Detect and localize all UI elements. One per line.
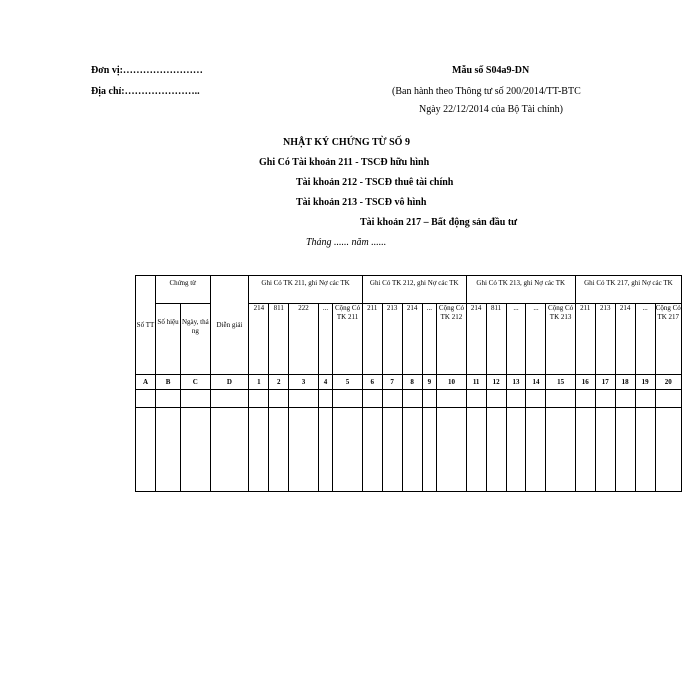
unit-label: Đơn vị:……………………: [91, 65, 203, 76]
sub-217-total: Cộng Có TK 217: [655, 304, 681, 375]
table-cell: [333, 408, 362, 492]
ledger-table: [135, 275, 682, 492]
index-cell: 1: [249, 375, 269, 390]
title-line-211: Ghi Có Tài khoản 211 - TSCĐ hữu hình: [259, 157, 430, 168]
index-cell: 6: [362, 375, 382, 390]
table-cell: [635, 390, 655, 408]
group-217-header: Ghi Có TK 217, ghi Nợ các TK: [575, 276, 681, 304]
index-cell: 3: [289, 375, 318, 390]
table-cell: [506, 390, 526, 408]
table-cell: [595, 390, 615, 408]
sub-212-total: Cộng Có TK 212: [437, 304, 466, 375]
title-line-212: Tài khoản 212 - TSCĐ thuê tài chính: [296, 177, 454, 188]
table-cell: [402, 408, 422, 492]
index-cell: 16: [575, 375, 595, 390]
header-row-groups: [136, 276, 682, 304]
sub-213-col: 811: [486, 304, 506, 375]
group-212-header: Ghi Có TK 212, ghi Nợ các TK: [362, 276, 466, 304]
table-cell: [155, 390, 180, 408]
sub-217-col: 214: [615, 304, 635, 375]
index-cell: 8: [402, 375, 422, 390]
journal-title: NHẬT KÝ CHỨNG TỪ SỐ 9: [283, 137, 410, 148]
table-cell: [210, 408, 249, 492]
address-label: Địa chỉ:…………………..: [91, 86, 200, 97]
sub-212-col: 211: [362, 304, 382, 375]
table-cell: [437, 390, 466, 408]
sub-211-total: Cộng Có TK 211: [333, 304, 362, 375]
table-cell: [615, 408, 635, 492]
sub-217-col: 213: [595, 304, 615, 375]
table-cell: [155, 408, 180, 492]
index-cell: 20: [655, 375, 681, 390]
sub-212-col: 214: [402, 304, 422, 375]
index-cell: B: [155, 375, 180, 390]
sub-212-col: ...: [422, 304, 437, 375]
table-cell: [466, 408, 486, 492]
sub-213-col: ...: [506, 304, 526, 375]
table-cell: [382, 408, 402, 492]
sub-217-col: ...: [635, 304, 655, 375]
group-211-header: Ghi Có TK 211, ghi Nợ các TK: [249, 276, 362, 304]
issued-by-line1: (Ban hành theo Thông tư số 200/2014/TT-BTC: [392, 86, 581, 97]
table-cell: [506, 408, 526, 492]
table-cell: [526, 390, 546, 408]
table-cell: [437, 408, 466, 492]
sub-211-col: ...: [318, 304, 333, 375]
table-cell: [466, 390, 486, 408]
table-cell: [526, 408, 546, 492]
col-ngay-thang-header: Ngày, tháng: [181, 304, 210, 375]
table-cell: [575, 390, 595, 408]
table-cell: [362, 408, 382, 492]
index-cell: 2: [269, 375, 289, 390]
index-cell: 15: [546, 375, 575, 390]
sub-217-col: 211: [575, 304, 595, 375]
index-cell: 11: [466, 375, 486, 390]
form-code: Mẫu số S04a9-DN: [452, 65, 530, 76]
title-line-213: Tài khoản 213 - TSCĐ vô hình: [296, 197, 427, 208]
table-cell: [210, 390, 249, 408]
period-line: Tháng ...... năm ......: [306, 237, 387, 248]
index-cell: 17: [595, 375, 615, 390]
index-cell: 14: [526, 375, 546, 390]
table-cell: [546, 408, 575, 492]
index-cell: 10: [437, 375, 466, 390]
title-line-217: Tài khoản 217 – Bất động sản đầu tư: [360, 217, 518, 228]
index-cell: 9: [422, 375, 437, 390]
table-cell: [249, 390, 269, 408]
table-cell: [486, 390, 506, 408]
table-cell: [575, 408, 595, 492]
table-cell: [655, 390, 681, 408]
table-cell: [655, 408, 681, 492]
table-cell: [136, 408, 156, 492]
sub-213-total: Cộng Có TK 213: [546, 304, 575, 375]
table-cell: [289, 408, 318, 492]
index-cell: D: [210, 375, 249, 390]
table-row: [136, 408, 682, 492]
table-cell: [289, 390, 318, 408]
index-cell: 18: [615, 375, 635, 390]
table-cell: [422, 408, 437, 492]
chung-tu-header: Chứng từ: [155, 276, 210, 304]
table-cell: [181, 390, 210, 408]
index-cell: A: [136, 375, 156, 390]
table-cell: [635, 408, 655, 492]
index-cell: 7: [382, 375, 402, 390]
sub-211-col: 214: [249, 304, 269, 375]
index-cell: 13: [506, 375, 526, 390]
table-cell: [615, 390, 635, 408]
table-cell: [546, 390, 575, 408]
index-cell: 12: [486, 375, 506, 390]
index-cell: 5: [333, 375, 362, 390]
table-cell: [382, 390, 402, 408]
table-cell: [333, 390, 362, 408]
table-cell: [402, 390, 422, 408]
table-cell: [362, 390, 382, 408]
index-cell: 4: [318, 375, 333, 390]
table-cell: [269, 390, 289, 408]
sub-211-col: 222: [289, 304, 318, 375]
table-cell: [422, 390, 437, 408]
table-row: [136, 390, 682, 408]
issued-by-line2: Ngày 22/12/2014 của Bộ Tài chính): [419, 104, 563, 115]
table-cell: [318, 390, 333, 408]
table-cell: [181, 408, 210, 492]
sub-211-col: 811: [269, 304, 289, 375]
table-cell: [136, 390, 156, 408]
col-stt-header: Số TT: [136, 276, 156, 375]
index-cell: 19: [635, 375, 655, 390]
sub-213-col: 214: [466, 304, 486, 375]
table-cell: [318, 408, 333, 492]
group-213-header: Ghi Có TK 213, ghi Nợ các TK: [466, 276, 575, 304]
table-cell: [269, 408, 289, 492]
sub-212-col: 213: [382, 304, 402, 375]
index-row: [136, 375, 682, 390]
table-cell: [486, 408, 506, 492]
table-cell: [249, 408, 269, 492]
table-cell: [595, 408, 615, 492]
index-cell: C: [181, 375, 210, 390]
col-dien-giai-header: Diễn giải: [210, 276, 249, 375]
sub-213-col: ...: [526, 304, 546, 375]
col-so-hieu-header: Số hiệu: [155, 304, 180, 375]
